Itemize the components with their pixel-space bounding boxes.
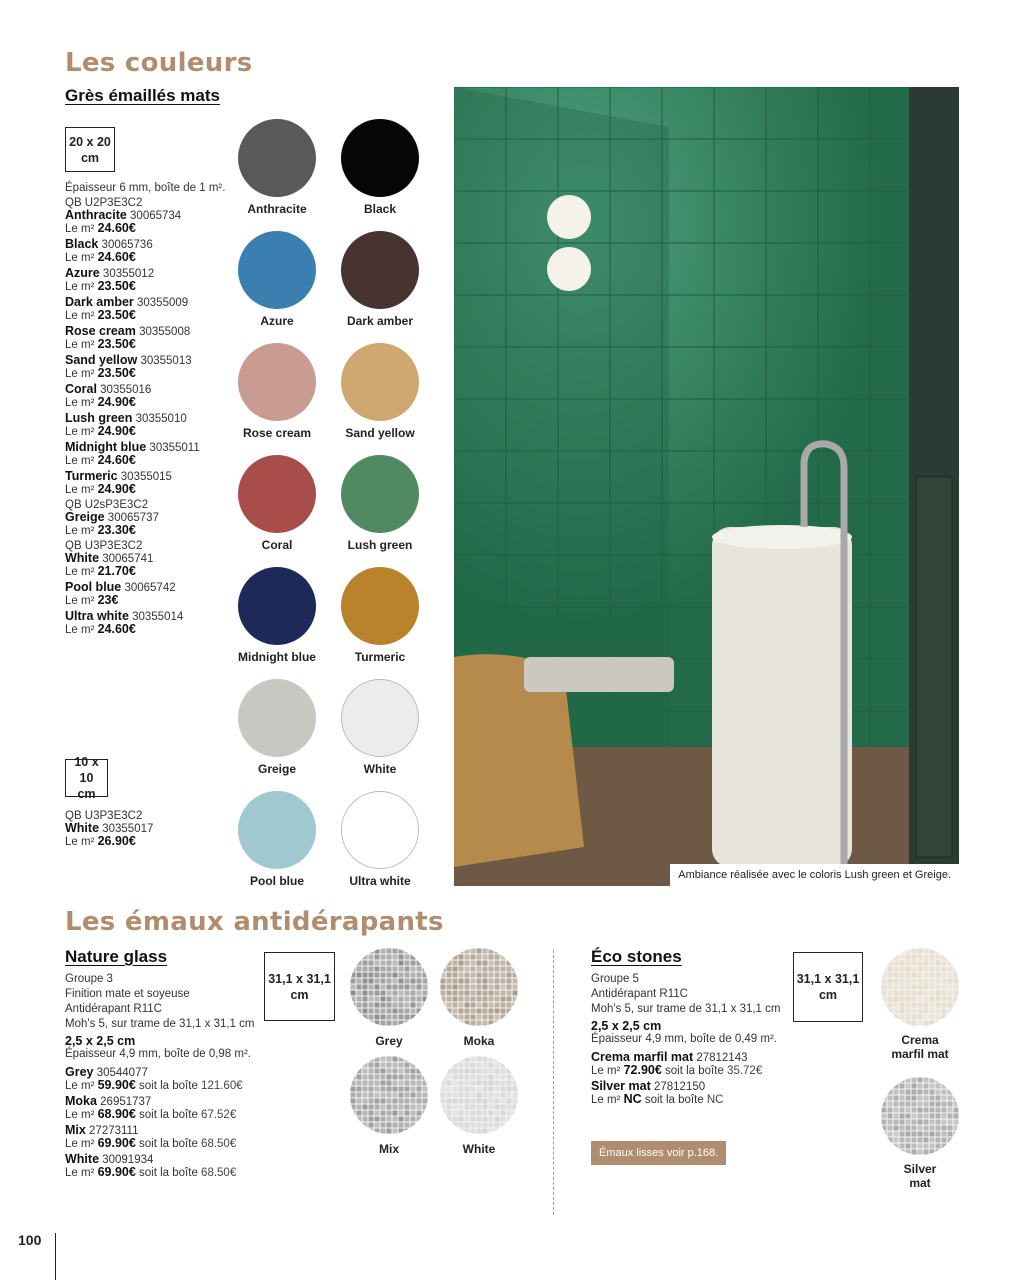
- eco-size: 2,5 x 2,5 cm: [591, 1019, 662, 1033]
- price-prefix: Le m²: [65, 426, 98, 438]
- product-name: White: [65, 1152, 100, 1166]
- spec-list-a: [65, 182, 250, 639]
- product-name-line: [65, 238, 250, 251]
- product-code: 30355008: [135, 326, 191, 338]
- product-name-line: [65, 354, 250, 367]
- price-prefix: Le m²: [65, 252, 98, 264]
- product-name-line: [65, 1124, 265, 1137]
- product-name: Mix: [65, 1123, 86, 1137]
- product-code: 30065737: [104, 512, 159, 524]
- product-price: 24.60€: [97, 622, 136, 636]
- size-box-10: 10 x 10 cm: [65, 759, 108, 797]
- product-code: 30355014: [128, 611, 184, 623]
- product-name-line: [65, 267, 250, 280]
- product-name-line: [65, 1095, 265, 1108]
- spec-intro: Épaisseur 6 mm, boîte de 1 m².: [65, 182, 226, 194]
- price-prefix: Le m²: [65, 484, 98, 496]
- product-entry: [65, 325, 250, 351]
- color-swatch: [341, 231, 419, 309]
- product-code: 30355011: [146, 442, 200, 454]
- bathroom-illustration: [454, 87, 959, 886]
- product-entry: [65, 1095, 265, 1121]
- product-price: 68.90€: [97, 1107, 136, 1121]
- product-code: 26951737: [96, 1096, 152, 1108]
- product-price: 24.90€: [97, 424, 136, 438]
- product-name-line: [65, 441, 250, 454]
- product-entry: [65, 822, 250, 848]
- spec-list-c: [65, 810, 250, 851]
- product-entry: [65, 354, 250, 380]
- product-price-line: [65, 454, 250, 467]
- nature-line: Groupe 3: [65, 973, 113, 985]
- product-price-line: [65, 280, 250, 293]
- product-name: Anthracite: [65, 208, 127, 222]
- mosaic-tiles: [350, 948, 428, 1026]
- mosaic-swatch: [350, 1056, 428, 1134]
- product-code: 30355015: [117, 471, 172, 483]
- product-price-line: [65, 396, 250, 409]
- box-prefix: soit la boîte: [135, 1109, 202, 1121]
- product-name: White: [65, 551, 100, 565]
- product-price-line: [65, 524, 250, 537]
- product-name-line: [65, 511, 250, 524]
- product-code: 30355012: [99, 268, 155, 280]
- price-prefix: Le m²: [65, 566, 98, 578]
- product-price: 24.60€: [97, 221, 136, 235]
- swatch-label: Azure: [260, 314, 294, 328]
- product-price: 23.30€: [97, 523, 136, 537]
- price-prefix: Le m²: [65, 223, 98, 235]
- box-prefix: soit la boîte: [135, 1167, 202, 1179]
- swatch-label: Anthracite: [247, 202, 307, 216]
- product-name: Coral: [65, 382, 97, 396]
- price-prefix: Le m²: [65, 1080, 98, 1092]
- product-name: Turmeric: [65, 469, 118, 483]
- product-name: Dark amber: [65, 295, 134, 309]
- product-price: 21.70€: [97, 564, 136, 578]
- mosaic-tiles: [440, 948, 518, 1026]
- product-price: 24.60€: [97, 453, 136, 467]
- price-prefix: Le m²: [65, 397, 98, 409]
- price-prefix: Le m²: [65, 525, 98, 537]
- box-price: 68.50€: [201, 1138, 237, 1150]
- color-swatch: [238, 679, 316, 757]
- product-name-line: [65, 412, 250, 425]
- box-price: 121.60€: [201, 1080, 243, 1092]
- swatch-label: Dark amber: [346, 314, 414, 328]
- product-code: 30355017: [99, 823, 154, 835]
- price-prefix: Le m²: [65, 1138, 98, 1150]
- product-name-line: [65, 581, 250, 594]
- mosaic-tiles: [440, 1056, 518, 1134]
- product-price-line: [591, 1093, 791, 1106]
- product-price: 23.50€: [97, 308, 136, 322]
- product-entry: [591, 1080, 791, 1106]
- color-swatch: [341, 791, 419, 869]
- box-prefix: soit la boîte: [135, 1080, 202, 1092]
- product-name-line: [591, 1080, 791, 1093]
- product-price: 23.50€: [97, 366, 136, 380]
- section-title-couleurs: Les couleurs: [65, 48, 253, 78]
- product-price: 72.90€: [623, 1063, 662, 1077]
- swatch-label: Pool blue: [250, 874, 304, 888]
- box-price: 35.72€: [727, 1065, 763, 1077]
- product-white10: [65, 822, 250, 848]
- product-name: Greige: [65, 510, 105, 524]
- product-name-line: [65, 470, 250, 483]
- product-name: Black: [65, 237, 99, 251]
- product-price-line: [65, 1166, 265, 1179]
- color-swatch: [341, 679, 419, 757]
- product-price: 26.90€: [97, 834, 136, 848]
- column-divider: [553, 950, 554, 1215]
- product-code: 30065734: [126, 210, 182, 222]
- product-price: 24.90€: [97, 395, 136, 409]
- product-entry: [65, 441, 250, 467]
- product-name: Azure: [65, 266, 100, 280]
- subtitle-eco-stones: Éco stones: [591, 947, 682, 966]
- color-swatch: [238, 343, 316, 421]
- color-swatch: [341, 455, 419, 533]
- product-price-line: [65, 338, 250, 351]
- color-swatch: [341, 567, 419, 645]
- product-code: 30355010: [132, 413, 187, 425]
- nature-line: Moh's 5, sur trame de 31,1 x 31,1 cm: [65, 1018, 255, 1030]
- product-entry: [65, 610, 250, 636]
- eco-line: Moh's 5, sur trame de 31,1 x 31,1 cm: [591, 1003, 781, 1015]
- product-entry: [65, 581, 250, 607]
- subtitle-gres: Grès émaillés mats: [65, 86, 220, 105]
- color-swatch: [238, 567, 316, 645]
- note-badge: Émaux lisses voir p.168.: [591, 1141, 726, 1165]
- product-name: Silver mat: [591, 1079, 651, 1093]
- product-entry: [65, 552, 250, 578]
- mosaic-swatch: [350, 948, 428, 1026]
- product-price-line: [65, 835, 250, 848]
- swatch-label: White: [462, 1142, 496, 1156]
- box-prefix: soit la boîte: [661, 1065, 728, 1077]
- product-name: Lush green: [65, 411, 133, 425]
- product-name-line: [65, 1066, 265, 1079]
- product-entry: [65, 267, 250, 293]
- subtitle-nature-glass: Nature glass: [65, 947, 168, 966]
- mosaic-swatch: [440, 1056, 518, 1134]
- price-prefix: Le m²: [65, 281, 98, 293]
- price-prefix: Le m²: [65, 1167, 98, 1179]
- page-rule: [55, 1233, 56, 1280]
- swatch-label: Turmeric: [354, 650, 406, 664]
- section-title-emaux: Les émaux antidérapants: [65, 907, 444, 937]
- product-price: 23€: [97, 593, 119, 607]
- product-price: 24.60€: [97, 250, 136, 264]
- swatch-label: Mix: [378, 1142, 399, 1156]
- mosaic-swatch: [881, 1077, 959, 1155]
- product-price: 23.50€: [97, 337, 136, 351]
- product-price-line: [65, 623, 250, 636]
- swatch-label: Rose cream: [242, 426, 312, 440]
- ref-code: QB U2P3E3C2: [65, 197, 143, 209]
- product-entry: [65, 1153, 265, 1179]
- price-prefix: Le m²: [65, 1109, 98, 1121]
- product-code: 30355009: [133, 297, 189, 309]
- product-entry: [65, 470, 250, 496]
- product-name-line: [65, 552, 250, 565]
- product-price: 69.90€: [97, 1136, 136, 1150]
- product-price-line: [65, 1137, 265, 1150]
- product-price-line: [65, 1079, 265, 1092]
- product-price-line: [65, 222, 250, 235]
- product-name: Crema marfil mat: [591, 1050, 694, 1064]
- swatch-label: Grey: [375, 1034, 403, 1048]
- ambiance-photo: [454, 87, 959, 886]
- product-name: Grey: [65, 1065, 94, 1079]
- nature-line: Antidérapant R11C: [65, 1003, 162, 1015]
- product-price: 23.50€: [97, 279, 136, 293]
- size-box-eco: 31,1 x 31,1 cm: [793, 952, 863, 1022]
- nature-size: 2,5 x 2,5 cm: [65, 1034, 136, 1048]
- color-swatch: [341, 119, 419, 197]
- price-prefix: Le m²: [65, 595, 98, 607]
- product-price: NC: [623, 1092, 642, 1106]
- product-code: 30091934: [99, 1154, 154, 1166]
- ref-code: QB U3P3E3C2: [65, 810, 143, 822]
- swatch-label: Coral: [261, 538, 293, 552]
- product-price-line: [65, 1108, 265, 1121]
- color-swatch: [341, 343, 419, 421]
- price-prefix: Le m²: [591, 1094, 624, 1106]
- color-swatch: [238, 455, 316, 533]
- product-price: 24.90€: [97, 482, 136, 496]
- product-price-line: [65, 594, 250, 607]
- product-entry: [65, 511, 250, 537]
- size-box-nature: 31,1 x 31,1 cm: [264, 952, 335, 1021]
- price-prefix: Le m²: [65, 624, 98, 636]
- box-price: 68.50€: [201, 1167, 237, 1179]
- product-greige: [65, 511, 250, 537]
- product-name-line: [65, 822, 250, 835]
- mosaic-swatch: [881, 948, 959, 1026]
- product-price-line: [65, 367, 250, 380]
- product-list-a: [65, 209, 250, 496]
- product-name: Sand yellow: [65, 353, 138, 367]
- mosaic-tiles: [350, 1056, 428, 1134]
- product-name-line: [65, 1153, 265, 1166]
- product-price: 59.90€: [97, 1078, 136, 1092]
- product-name-line: [591, 1051, 791, 1064]
- swatch-label: Sand yellow: [345, 426, 415, 440]
- nature-line: Finition mate et soyeuse: [65, 988, 190, 1000]
- product-code: 30355013: [137, 355, 192, 367]
- eco-line: Groupe 5: [591, 973, 639, 985]
- product-price-line: [65, 251, 250, 264]
- photo-caption: Ambiance réalisée avec le coloris Lush green et Greige.: [670, 864, 959, 886]
- color-swatch: [238, 791, 316, 869]
- product-entry: [65, 238, 250, 264]
- nature-product-list: [65, 1066, 265, 1179]
- price-prefix: Le m²: [65, 455, 98, 467]
- product-code: 30544077: [93, 1067, 148, 1079]
- page-number: 100: [18, 1232, 42, 1248]
- box-prefix: soit la boîte: [135, 1138, 202, 1150]
- product-list-b: [65, 552, 250, 636]
- swatch-label: White: [363, 762, 397, 776]
- ref-code: QB U2sP3E3C2: [65, 499, 149, 511]
- swatch-label: Greige: [257, 762, 296, 776]
- ref-code: QB U3P3E3C2: [65, 540, 143, 552]
- size-box-20: 20 x 20 cm: [65, 127, 115, 172]
- box-price: NC: [706, 1094, 724, 1106]
- product-entry: [65, 1066, 265, 1092]
- swatch-label: Black: [363, 202, 397, 216]
- product-name-line: [65, 610, 250, 623]
- box-price: 67.52€: [201, 1109, 237, 1121]
- swatch-label: Midnight blue: [238, 650, 316, 664]
- box-prefix: soit la boîte: [641, 1094, 707, 1106]
- product-name: Pool blue: [65, 580, 122, 594]
- mosaic-tiles: [881, 1077, 959, 1155]
- product-entry: [591, 1051, 791, 1077]
- product-name-line: [65, 383, 250, 396]
- product-price-line: [65, 483, 250, 496]
- price-prefix: Le m²: [591, 1065, 624, 1077]
- product-code: 30355016: [96, 384, 152, 396]
- product-name: Midnight blue: [65, 440, 147, 454]
- product-name: White: [65, 821, 100, 835]
- mosaic-swatch: [440, 948, 518, 1026]
- eco-thickness: Épaisseur 4,9 mm, boîte de 0,49 m².: [591, 1033, 778, 1045]
- product-code: 30065742: [121, 582, 176, 594]
- swatch-label: Ultra white: [349, 874, 411, 888]
- color-swatch: [238, 119, 316, 197]
- product-price: 69.90€: [97, 1165, 136, 1179]
- product-entry: [65, 383, 250, 409]
- product-entry: [65, 1124, 265, 1150]
- eco-line: Antidérapant R11C: [591, 988, 688, 1000]
- price-prefix: Le m²: [65, 368, 98, 380]
- product-code: 27273111: [85, 1125, 139, 1137]
- product-price-line: [591, 1064, 791, 1077]
- nature-thickness: Épaisseur 4,9 mm, boîte de 0,98 m².: [65, 1048, 252, 1060]
- price-prefix: Le m²: [65, 836, 98, 848]
- price-prefix: Le m²: [65, 310, 98, 322]
- product-name: Moka: [65, 1094, 97, 1108]
- swatch-label: Lush green: [347, 538, 413, 552]
- price-prefix: Le m²: [65, 339, 98, 351]
- product-code: 30065741: [99, 553, 154, 565]
- mosaic-tiles: [881, 948, 959, 1026]
- swatch-label: Silver mat: [903, 1162, 937, 1190]
- product-code: 30065736: [98, 239, 153, 251]
- product-price-line: [65, 565, 250, 578]
- product-name: Ultra white: [65, 609, 129, 623]
- eco-product-list: [591, 1051, 791, 1106]
- product-code: 27812143: [693, 1052, 748, 1064]
- swatch-label: Moka: [463, 1034, 495, 1048]
- product-name-line: [65, 296, 250, 309]
- swatch-label: Crema marfil mat: [891, 1033, 949, 1061]
- product-name: Rose cream: [65, 324, 136, 338]
- product-code: 27812150: [650, 1081, 706, 1093]
- nature-spec: [65, 973, 265, 1182]
- eco-spec: [591, 973, 791, 1109]
- color-swatch: [238, 231, 316, 309]
